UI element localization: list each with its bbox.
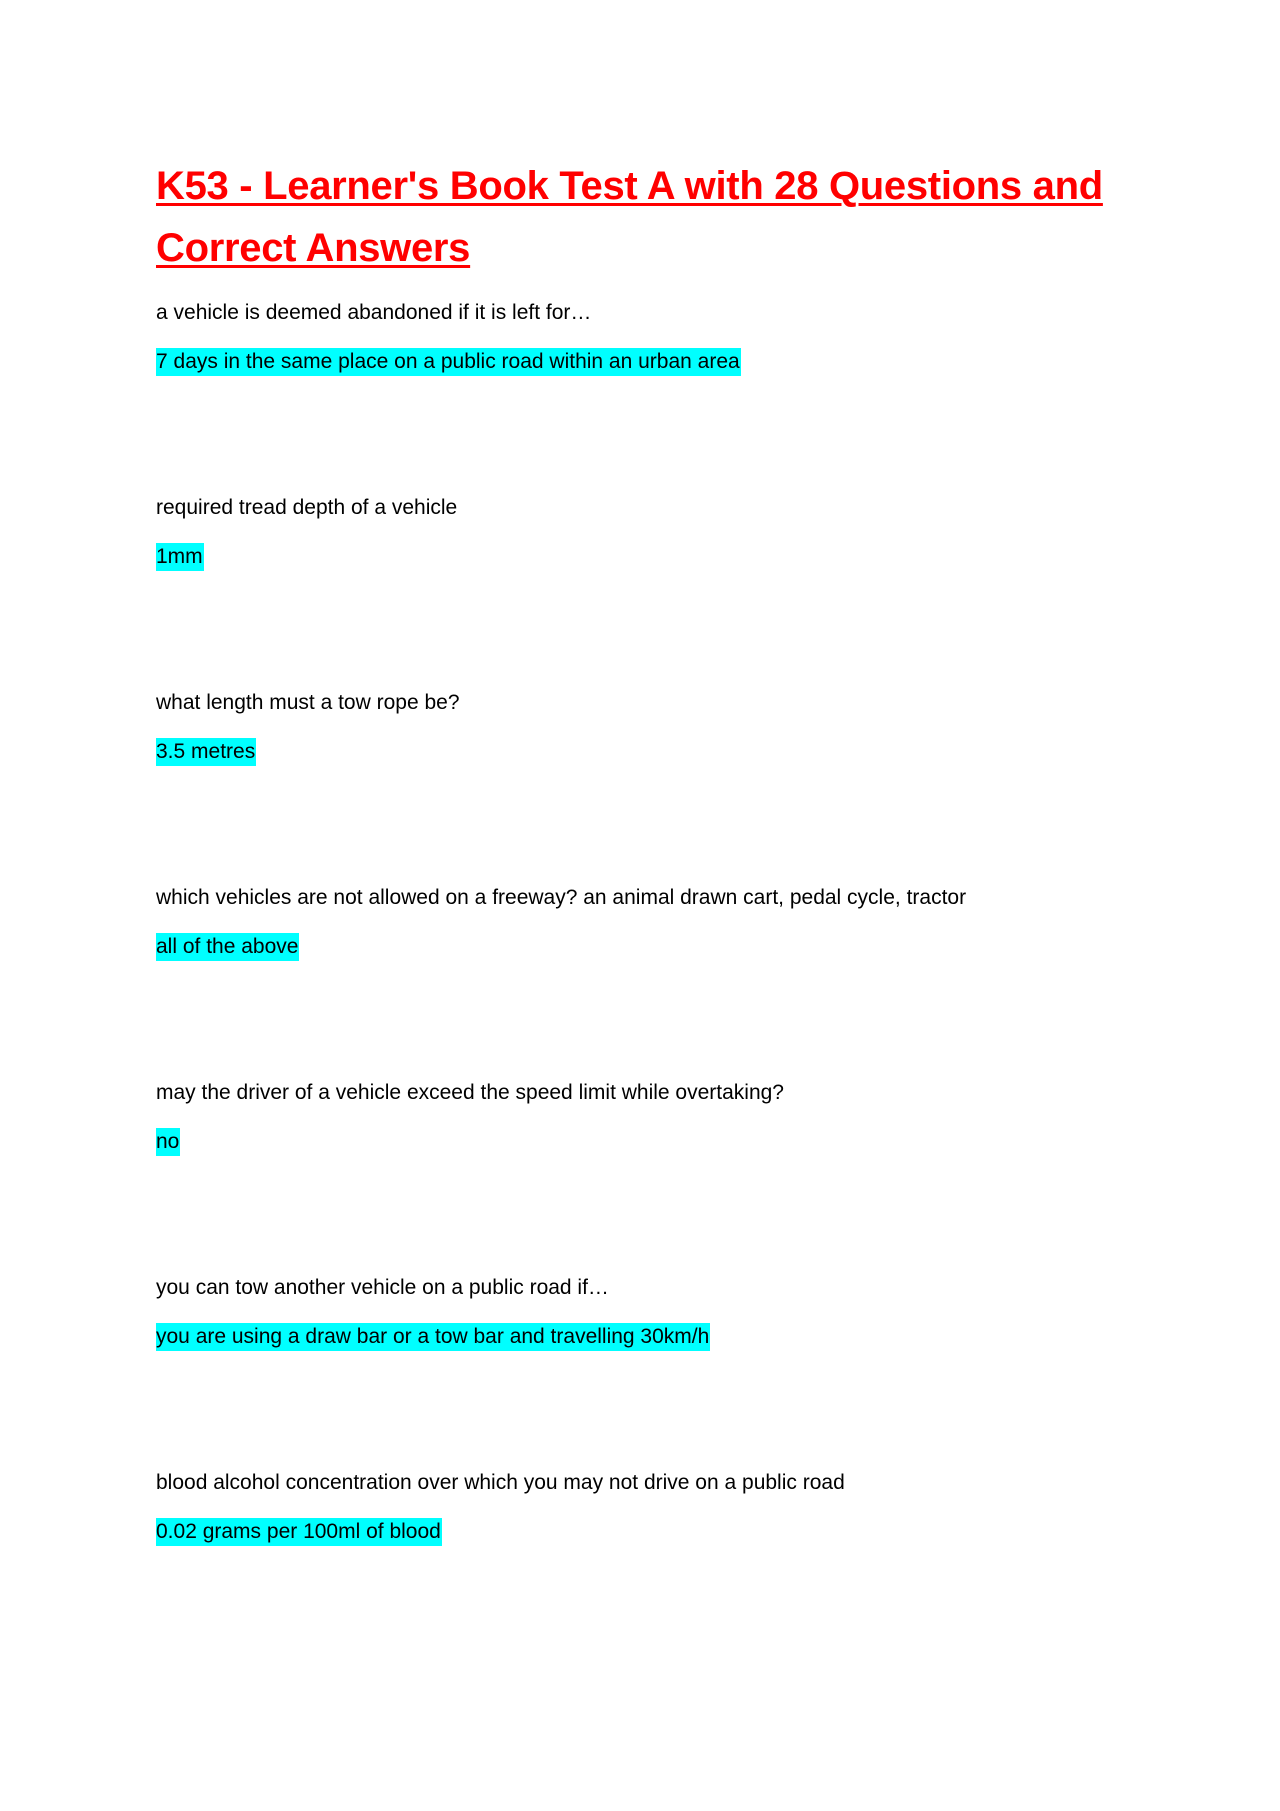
answer-highlight: 3.5 metres (156, 738, 256, 766)
question-text: may the driver of a vehicle exceed the speed limit while overtaking? (156, 1081, 784, 1104)
question-text: required tread depth of a vehicle (156, 496, 458, 519)
question-text: blood alcohol concentration over which you may not drive on a public road (156, 1471, 845, 1494)
answer-highlight: 7 days in the same place on a public road within an urban area (156, 348, 741, 376)
question-text: what length must a tow rope be? (156, 691, 460, 714)
answer-highlight: no (156, 1128, 180, 1156)
qa-item (156, 689, 1116, 884)
question-text: which vehicles are not allowed on a freeway? an animal drawn cart, pedal cycle, tractor (156, 886, 967, 909)
qa-item (156, 884, 1116, 1079)
qa-item (156, 299, 1116, 494)
qa-list (156, 299, 1116, 1664)
answer-highlight: 0.02 grams per 100ml of blood (156, 1518, 442, 1546)
qa-item (156, 494, 1116, 689)
qa-item (156, 1274, 1116, 1469)
answer-highlight: you are using a draw bar or a tow bar and travelling 30km/h (156, 1323, 710, 1351)
question-text: a vehicle is deemed abandoned if it is left for… (156, 301, 592, 324)
qa-item (156, 1079, 1116, 1274)
document-title: K53 - Learner's Book Test A with 28 Questions and Correct Answers (156, 164, 1103, 270)
document-page (156, 155, 1116, 1664)
answer-highlight: 1mm (156, 543, 204, 571)
qa-item (156, 1469, 1116, 1664)
question-text: you can tow another vehicle on a public road if… (156, 1276, 609, 1299)
answer-highlight: all of the above (156, 933, 299, 961)
